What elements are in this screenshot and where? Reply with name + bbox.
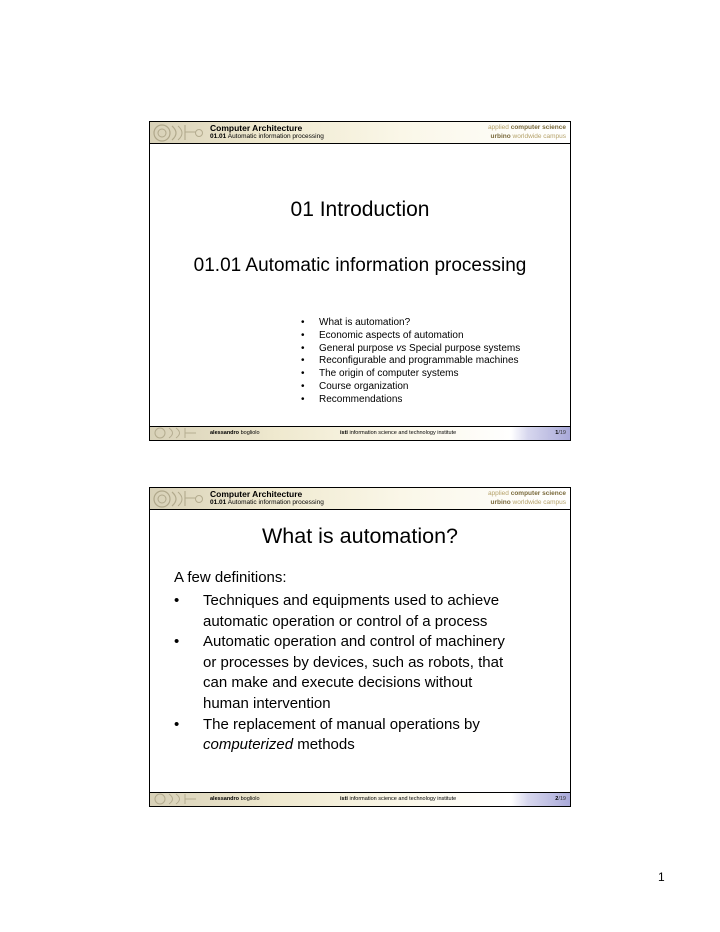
list-item (174, 591, 505, 612)
list-item (174, 715, 505, 736)
page-number: 1 (658, 870, 665, 884)
definitions-intro: A few definitions: (174, 569, 287, 586)
slide-header (150, 122, 570, 144)
list-item (174, 694, 505, 715)
author-first-name: alessandro (210, 796, 240, 802)
slide-page-current: 1 (555, 430, 559, 436)
slide-1 (149, 121, 571, 441)
list-item-text: or processes by devices, such as robots, that (203, 653, 504, 671)
program-label-bold: computer science (510, 490, 566, 497)
list-item-emphasis: computerized (203, 736, 294, 754)
bullet-icon: • (301, 317, 305, 328)
list-item (174, 632, 505, 653)
lecture-code: 01.01 (210, 133, 227, 140)
footer-author (210, 796, 260, 802)
author-last-name: bogliolo (240, 796, 260, 802)
slide-subtitle: 01.01 Automatic information processing (193, 255, 527, 276)
list-item (174, 735, 505, 756)
program-label-bold: computer science (510, 124, 566, 131)
bullet-icon: • (174, 592, 180, 609)
list-item-text: can make and execute decisions without (203, 674, 473, 692)
footer-decoration-icon (152, 427, 204, 439)
lecture-title: Automatic information processing (227, 499, 324, 506)
list-item-text: Recommendations (319, 393, 403, 405)
list-item (301, 394, 520, 407)
bullet-icon: • (174, 715, 180, 733)
list-item (301, 330, 520, 343)
bullet-icon: • (301, 393, 305, 405)
program-label-plain: applied (487, 490, 509, 497)
list-item-text: Techniques and equipments used to achieve (203, 592, 500, 609)
list-item (174, 673, 505, 694)
program-label (488, 124, 566, 131)
definitions-list (174, 591, 505, 756)
campus-label-plain: worldwide campus (512, 499, 566, 506)
institute-name: information science and technology institute (349, 796, 457, 802)
list-item-text: human intervention (203, 694, 331, 712)
list-item-emphasis: vs (396, 342, 407, 354)
list-item-text: automatic operation or control of a process (203, 612, 488, 630)
bullet-icon: • (301, 368, 305, 380)
list-item (174, 653, 505, 674)
list-item-text: Automatic operation and control of machinery (203, 633, 505, 651)
slide-page-current: 2 (555, 796, 559, 802)
list-item (301, 368, 520, 381)
program-label-plain: applied (487, 124, 509, 131)
lecture-subtitle (210, 499, 324, 506)
list-item (301, 343, 520, 356)
list-item-text: Course organization (319, 380, 409, 392)
list-item (301, 381, 520, 394)
institute-acronym: isti (340, 430, 348, 436)
slide-page-total: /19 (558, 796, 566, 802)
campus-label (491, 499, 567, 506)
slide-2 (149, 487, 571, 807)
list-item (301, 317, 520, 330)
footer-institute (340, 796, 456, 802)
slide-title: 01 Introduction (290, 198, 430, 221)
slide-footer (150, 426, 570, 440)
bullet-icon: • (301, 380, 305, 392)
institute-name: information science and technology institute (349, 430, 457, 436)
list-item-text-tail: Special purpose systems (406, 342, 521, 354)
list-item (301, 355, 520, 368)
footer-institute (340, 430, 456, 436)
list-item (174, 612, 505, 633)
footer-decoration-icon (152, 793, 204, 805)
lecture-subtitle (210, 133, 324, 140)
slide-page-indicator (555, 796, 566, 802)
list-item-text-tail: methods (293, 736, 355, 754)
footer-author (210, 430, 260, 436)
program-label (488, 490, 566, 497)
lecture-title: Automatic information processing (227, 133, 324, 140)
bullet-icon: • (174, 633, 180, 651)
lecture-code: 01.01 (210, 499, 227, 506)
author-last-name: bogliolo (240, 430, 260, 436)
list-item-text: Reconfigurable and programmable machines (319, 355, 519, 367)
course-title: Computer Architecture (210, 123, 303, 133)
course-title: Computer Architecture (210, 489, 303, 499)
header-decoration-icon (152, 489, 204, 508)
slide-page-total: /19 (558, 430, 566, 436)
slide-header (150, 488, 570, 510)
agenda-list (301, 317, 520, 407)
campus-label (491, 133, 567, 140)
bullet-icon: • (301, 329, 305, 341)
institute-acronym: isti (340, 796, 348, 802)
campus-label-bold: urbino (490, 133, 511, 140)
slide-title: What is automation? (262, 524, 458, 548)
campus-label-bold: urbino (490, 499, 511, 506)
slide-footer (150, 792, 570, 806)
list-item-text: The origin of computer systems (319, 368, 459, 380)
list-item-text: General purpose (319, 342, 397, 354)
list-item-text: What is automation? (319, 317, 411, 328)
slide-page-indicator (555, 430, 566, 436)
header-decoration-icon (152, 123, 204, 142)
list-item-text: Economic aspects of automation (319, 329, 464, 341)
author-first-name: alessandro (210, 430, 240, 436)
bullet-icon: • (301, 342, 305, 354)
campus-label-plain: worldwide campus (512, 133, 566, 140)
bullet-icon: • (301, 355, 305, 367)
list-item-text: The replacement of manual operations by (203, 715, 480, 733)
